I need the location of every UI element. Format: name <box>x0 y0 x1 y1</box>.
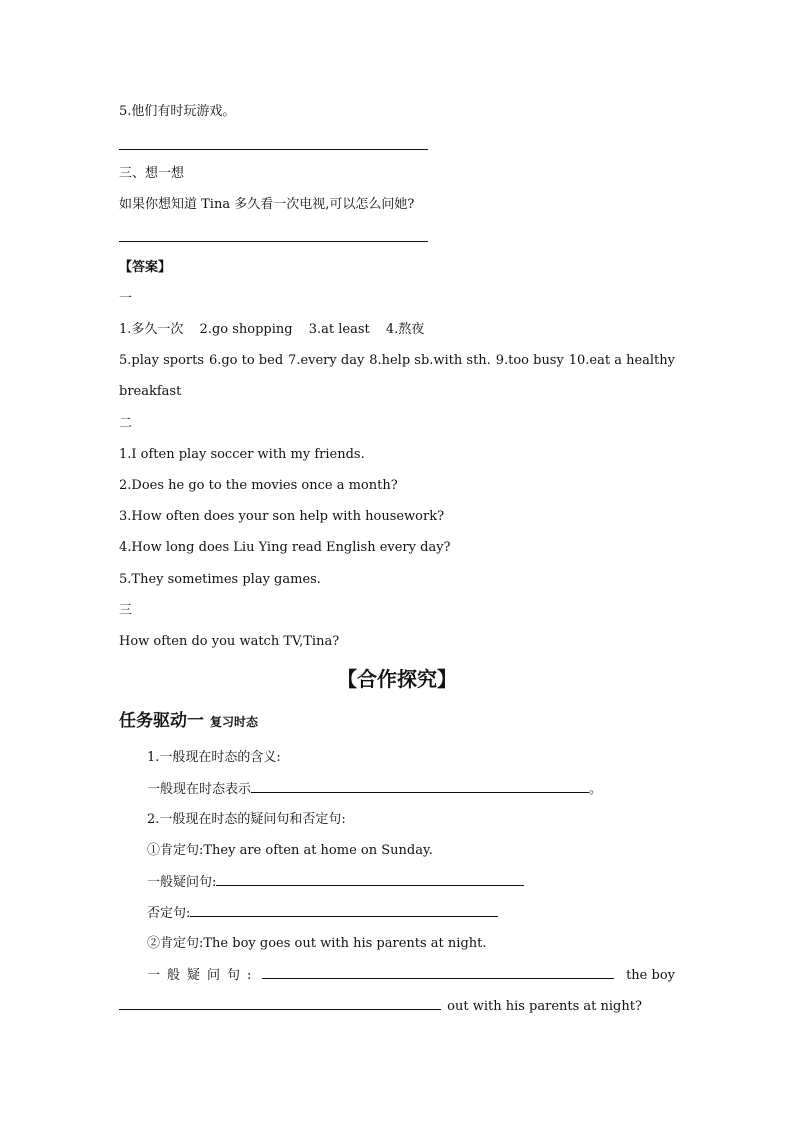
answer-blank-line[interactable] <box>119 149 428 150</box>
question-label: 一般疑问句: <box>147 875 217 890</box>
fill-blank[interactable] <box>119 997 441 1010</box>
answer-item: 3.at least <box>308 322 370 337</box>
answers-heading: 【答案】 <box>119 260 172 275</box>
item-1-fill-line <box>147 780 602 799</box>
fill-blank[interactable] <box>251 780 589 793</box>
answer-item: 1.多久一次 <box>119 322 184 337</box>
example-1-affirmative: ①肯定句:They are often at home on Sunday. <box>147 843 433 858</box>
question-tail: out with his parents at night? <box>447 999 642 1014</box>
fill-suffix: 。 <box>589 782 603 797</box>
example-2-affirmative: ②肯定句:The boy goes out with his parents at night. <box>147 936 487 951</box>
the-boy-text: the boy <box>626 968 675 983</box>
fill-blank[interactable] <box>262 966 614 979</box>
answers-part-1-label: 一 <box>119 291 133 306</box>
answer-item: 9.too busy <box>495 353 564 368</box>
section-3-heading: 三、想一想 <box>119 166 185 181</box>
answer-item: 8.help sb.with sth. <box>369 353 491 368</box>
fill-blank[interactable] <box>190 904 498 917</box>
question-label: 一般疑问句: <box>147 968 259 983</box>
example-1-negative <box>147 904 498 923</box>
answers-part-1-row-2 <box>119 352 675 370</box>
answers-part-1-row-1 <box>119 321 424 339</box>
answer-sentence: 2.Does he go to the movies once a month? <box>119 478 398 493</box>
answer-item: 2.go shopping <box>199 322 293 337</box>
answers-part-3-label: 三 <box>119 603 133 618</box>
negative-label: 否定句: <box>147 906 191 921</box>
answer-item: 4.熬夜 <box>385 322 425 337</box>
question-5: 5.他们有时玩游戏。 <box>119 104 236 119</box>
section-title: 【合作探究】 <box>337 667 457 691</box>
answer-sentence: 1.I often play soccer with my friends. <box>119 447 365 462</box>
answer-sentence: 4.How long does Liu Ying read English every day? <box>119 540 451 555</box>
fill-blank[interactable] <box>216 873 524 886</box>
example-1-question <box>147 873 524 892</box>
task-title: 任务驱动一 <box>119 711 204 731</box>
task-subtitle: 复习时态 <box>210 715 259 729</box>
answer-sentence: 5.They sometimes play games. <box>119 572 321 587</box>
section-3-prompt: 如果你想知道 Tina 多久看一次电视,可以怎么问她? <box>119 197 415 212</box>
example-2-question <box>147 966 675 985</box>
task-heading <box>119 709 258 735</box>
answer-item: 7.every day <box>288 353 365 368</box>
answer-item: 10.eat a healthy <box>568 353 675 368</box>
answers-part-2-label: 二 <box>119 416 133 431</box>
fill-prefix: 一般现在时态表示 <box>147 782 252 797</box>
item-1: 1.一般现在时态的含义: <box>147 750 281 765</box>
answer-item: 6.go to bed <box>208 353 284 368</box>
answer-item: 5.play sports <box>119 353 205 368</box>
item-2: 2.一般现在时态的疑问句和否定句: <box>147 812 346 827</box>
answer-blank-line[interactable] <box>119 241 428 242</box>
answer-sentence: How often do you watch TV,Tina? <box>119 634 340 649</box>
example-2-question-cont <box>119 997 642 1016</box>
answer-sentence: 3.How often does your son help with housework? <box>119 509 445 524</box>
answers-part-1-row-3: breakfast <box>119 384 182 399</box>
